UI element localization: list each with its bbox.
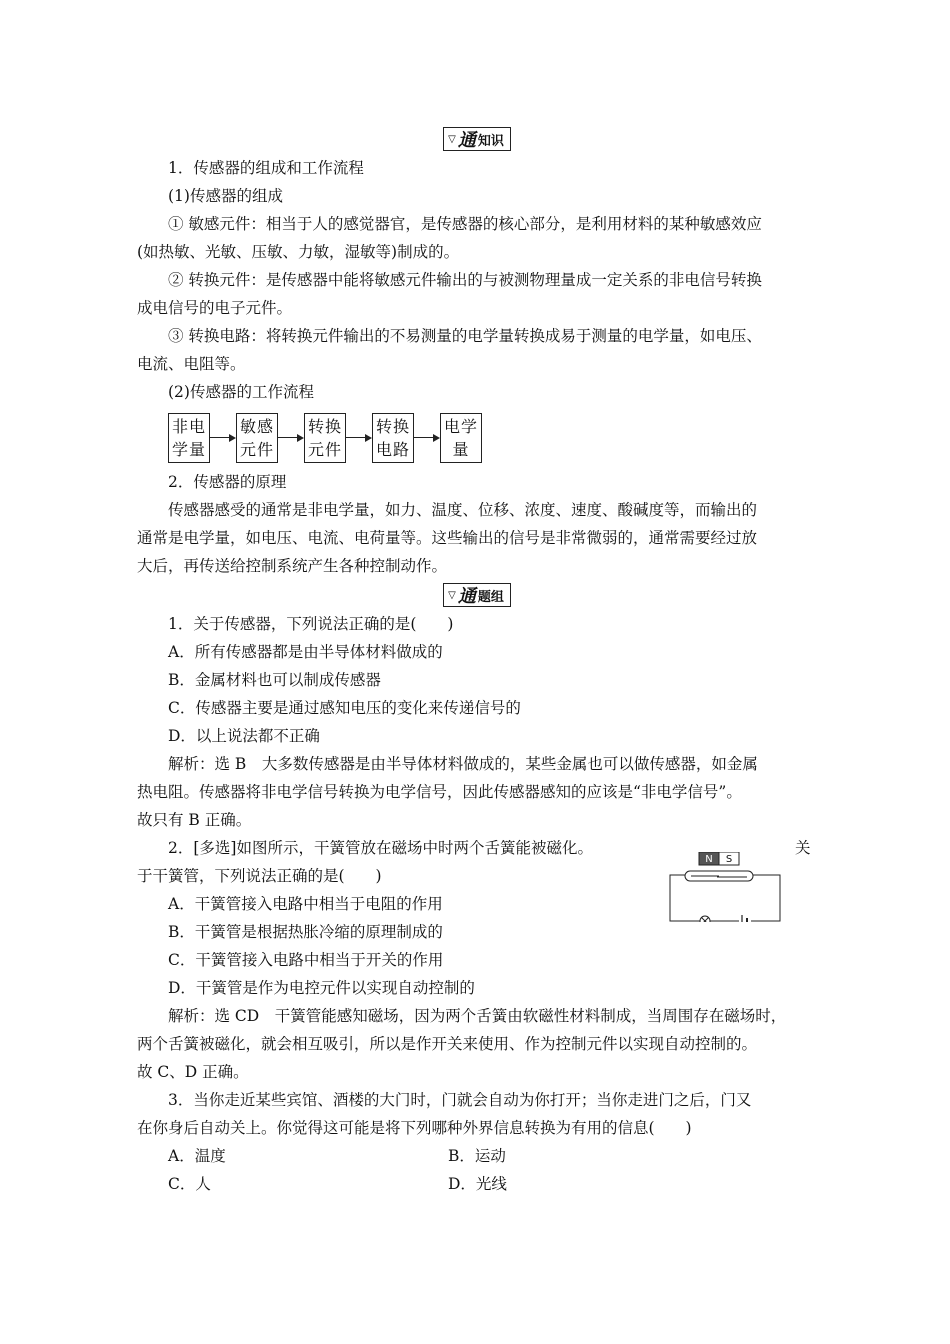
q2-answer-line3: 故 C、D 正确。	[137, 1063, 249, 1081]
q3-option-d: D．光线	[448, 1175, 507, 1193]
q2-option-a: A．干簧管接入电路中相当于电阻的作用	[168, 895, 443, 913]
flow-arrow-icon	[210, 433, 236, 443]
circuit-wire	[670, 875, 780, 921]
k1-item3-line1: ③ 转换电路：将转换元件输出的不易测量的电学量转换成易于测量的电学量，如电压、	[168, 327, 762, 345]
k1-sub2: (2)传感器的工作流程	[168, 383, 314, 401]
badge-sub-text: 题组	[477, 589, 504, 605]
magnet-s-label: S	[725, 854, 733, 865]
q2-stem-line2: 于干簧管，下列说法正确的是( )	[137, 867, 382, 885]
q1-answer-line2: 热电阻。传感器将非电学信号转换为电学信号，因此传感器感知的应该是“非电学信号”。	[137, 783, 742, 801]
k1-sub1: (1)传感器的组成	[168, 187, 283, 205]
document-page	[137, 124, 817, 1198]
q3-stem-line2: 在你身后自动关上。你觉得这可能是将下列哪种外界信息转换为有用的信息( )	[137, 1119, 692, 1137]
q3-stem-line1: 3．当你走近某些宾馆、酒楼的大门时，门就会自动为你打开；当你走进门之后，门又	[168, 1091, 752, 1109]
q2-stem-line1: 2．[多选]如图所示，干簧管放在磁场中时两个舌簧能被磁化。 关	[168, 839, 811, 857]
flow-box-2: 敏感 元件	[236, 413, 278, 463]
q2-answer-line2: 两个舌簧被磁化，就会相互吸引，所以是作开关来使用、作为控制元件以实现自动控制的。	[137, 1035, 758, 1053]
k1-title: 1．传感器的组成和工作流程	[168, 159, 364, 177]
flow-box-3: 转换 元件	[304, 413, 346, 463]
triangle-icon: ▽	[448, 133, 456, 145]
flow-arrow-icon	[278, 433, 304, 443]
q1-option-c: C．传感器主要是通过感知电压的变化来传递信号的	[168, 699, 521, 717]
q1-stem: 1．关于传感器，下列说法正确的是( )	[168, 615, 454, 633]
k1-item3-line2: 电流、电阻等。	[137, 355, 246, 373]
k2-line3: 大后，再传送给控制系统产生各种控制动作。	[137, 557, 448, 575]
k1-item1-line1: ① 敏感元件：相当于人的感觉器官，是传感器的核心部分，是利用材料的某种敏感效应	[168, 215, 762, 233]
flow-box-1: 非电 学量	[168, 413, 210, 463]
knowledge-badge	[443, 127, 511, 151]
flow-arrow-icon	[346, 433, 372, 443]
k1-item1-line2: (如热敏、光敏、压敏、力敏，湿敏等)制成的。	[137, 243, 460, 261]
q1-option-a: A．所有传感器都是由半导体材料做成的	[168, 643, 443, 661]
k1-item2-line2: 成电信号的电子元件。	[137, 299, 293, 317]
exercise-badge	[443, 583, 511, 607]
section-header-exercise	[137, 580, 817, 610]
triangle-icon: ▽	[448, 589, 456, 601]
k2-line1: 传感器感受的通常是非电学量，如力、温度、位移、浓度、速度、酸碱度等，而输出的	[168, 501, 758, 519]
workflow-diagram	[168, 412, 817, 464]
q3-options-row1	[137, 1142, 817, 1170]
flow-box-5: 电学 量	[440, 413, 482, 463]
k1-item2-line1: ② 转换元件：是传感器中能将敏感元件输出的与被测物理量成一定关系的非电信号转换	[168, 271, 762, 289]
badge-main-text: 通	[457, 586, 476, 607]
q1-answer-line3: 故只有 B 正确。	[137, 811, 252, 829]
k2-line2: 通常是电学量，如电压、电流、电荷量等。这些输出的信号是非常微弱的，通常需要经过放	[137, 529, 758, 547]
badge-sub-text: 知识	[477, 133, 504, 149]
q2-option-d: D．干簧管是作为电控元件以实现自动控制的	[168, 979, 475, 997]
k2-title: 2．传感器的原理	[168, 473, 287, 491]
q1-answer-line1: 解析：选 B 大多数传感器是由半导体材料做成的，某些金属也可以做传感器，如金属	[168, 755, 758, 773]
q3-options-row2	[137, 1170, 817, 1198]
q1-option-b: B．金属材料也可以制成传感器	[168, 671, 381, 689]
q3-option-c: C．人	[168, 1175, 211, 1193]
q3-option-b: B．运动	[448, 1147, 506, 1165]
q2-option-c: C．干簧管接入电路中相当于开关的作用	[168, 951, 444, 969]
q1-option-d: D．以上说法都不正确	[168, 727, 320, 745]
q2-option-b: B．干簧管是根据热胀冷缩的原理制成的	[168, 923, 443, 941]
magnet-n-label: N	[705, 854, 713, 865]
section-header-knowledge	[137, 124, 817, 154]
flow-box-4: 转换 电路	[372, 413, 414, 463]
badge-main-text: 通	[457, 130, 476, 151]
flow-arrow-icon	[414, 433, 440, 443]
q3-option-a: A．温度	[168, 1147, 226, 1165]
reed-switch-circuit-figure	[669, 852, 781, 922]
q2-answer-line1: 解析：选 CD 干簧管能感知磁场，因为两个舌簧由软磁性材料制成，当周围存在磁场时，	[168, 1007, 787, 1025]
battery-gap	[739, 914, 751, 922]
